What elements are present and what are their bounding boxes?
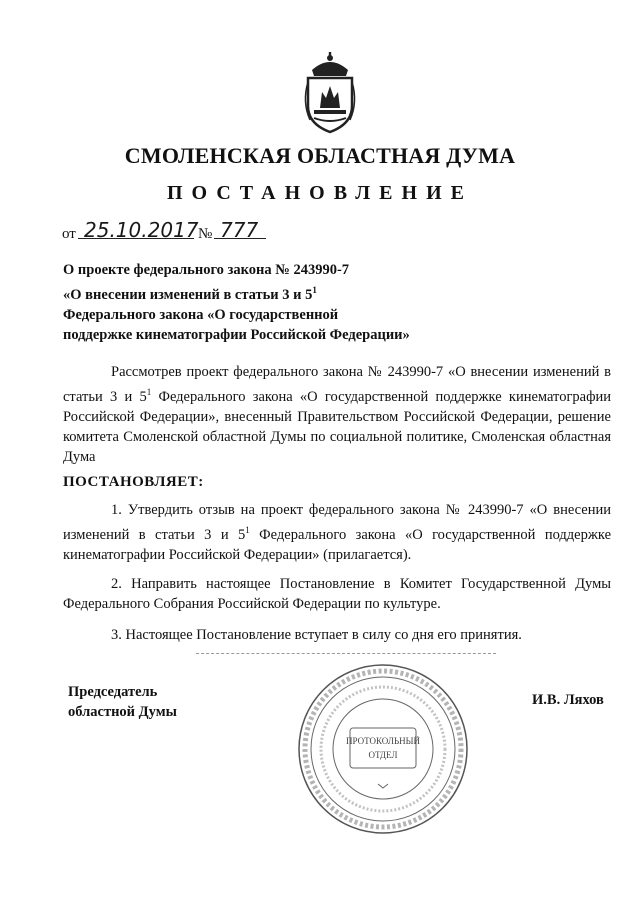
resolution-item-1: 1. Утвердить отзыв на проект федерального закона № 243990-7 «О внесении изменений в статьи 3 и $5^1$ Федерального закона «О государственной поддержке кинематографии Российской Федерации» (прилагается). <box>63 502 611 563</box>
signer-name: И.В. Ляхов <box>532 692 604 708</box>
number-underline <box>214 238 266 239</box>
resolves-heading: ПОСТАНОВЛЯЕТ: <box>63 474 204 490</box>
number-label: № <box>198 226 213 242</box>
official-stamp <box>296 662 470 836</box>
organization-title: СМОЛЕНСКАЯ ОБЛАСТНАЯ ДУМА <box>124 143 516 168</box>
divider <box>196 653 496 654</box>
subject-line: «О внесении изменений в статьи 3 и $5^1$ <box>63 285 317 303</box>
handwritten-number: 777 <box>220 218 259 242</box>
date-underline <box>78 238 194 239</box>
subject-line: Федерального закона «О государственной <box>63 306 339 323</box>
preamble-paragraph: Рассмотрев проект федерального закона № 243990-7 «О внесении изменений в статьи 3 и $5^1$ Федерального закона «О государственной поддержке кинематографии Российской Федерации», внесенный Правительством Российской Федерации, решение комитета Смоленской областной Думы по социальной политике, Смоленская областная Дума <box>63 364 611 465</box>
subject-line: О проекте федерального закона № 243990-7 <box>63 262 350 278</box>
resolution-item-2: 2. Направить настоящее Постановление в Комитет Государственной Думы Федерального Собрания Российской Федерации по культуре. <box>63 576 611 612</box>
subject-line: поддержке кинематографии Российской Федерации» <box>63 326 410 343</box>
stamp-text-line1: ПРОТОКОЛЬНЫЙ <box>346 736 420 746</box>
date-number-line <box>62 220 302 246</box>
document-type-title: ПОСТАНОВЛЕНИЕ <box>167 182 473 204</box>
smolensk-coat-of-arms-icon <box>300 52 360 134</box>
document-subject <box>63 260 410 345</box>
stamp-text-line2: ОТДЕЛ <box>368 750 398 760</box>
resolution-item-3: 3. Настоящее Постановление вступает в силу со дня его принятия. <box>111 627 522 643</box>
from-label: от <box>62 226 76 242</box>
handwritten-date: 25.10.2017 <box>84 218 199 242</box>
signer-position: Председатель областной Думы <box>68 684 177 720</box>
